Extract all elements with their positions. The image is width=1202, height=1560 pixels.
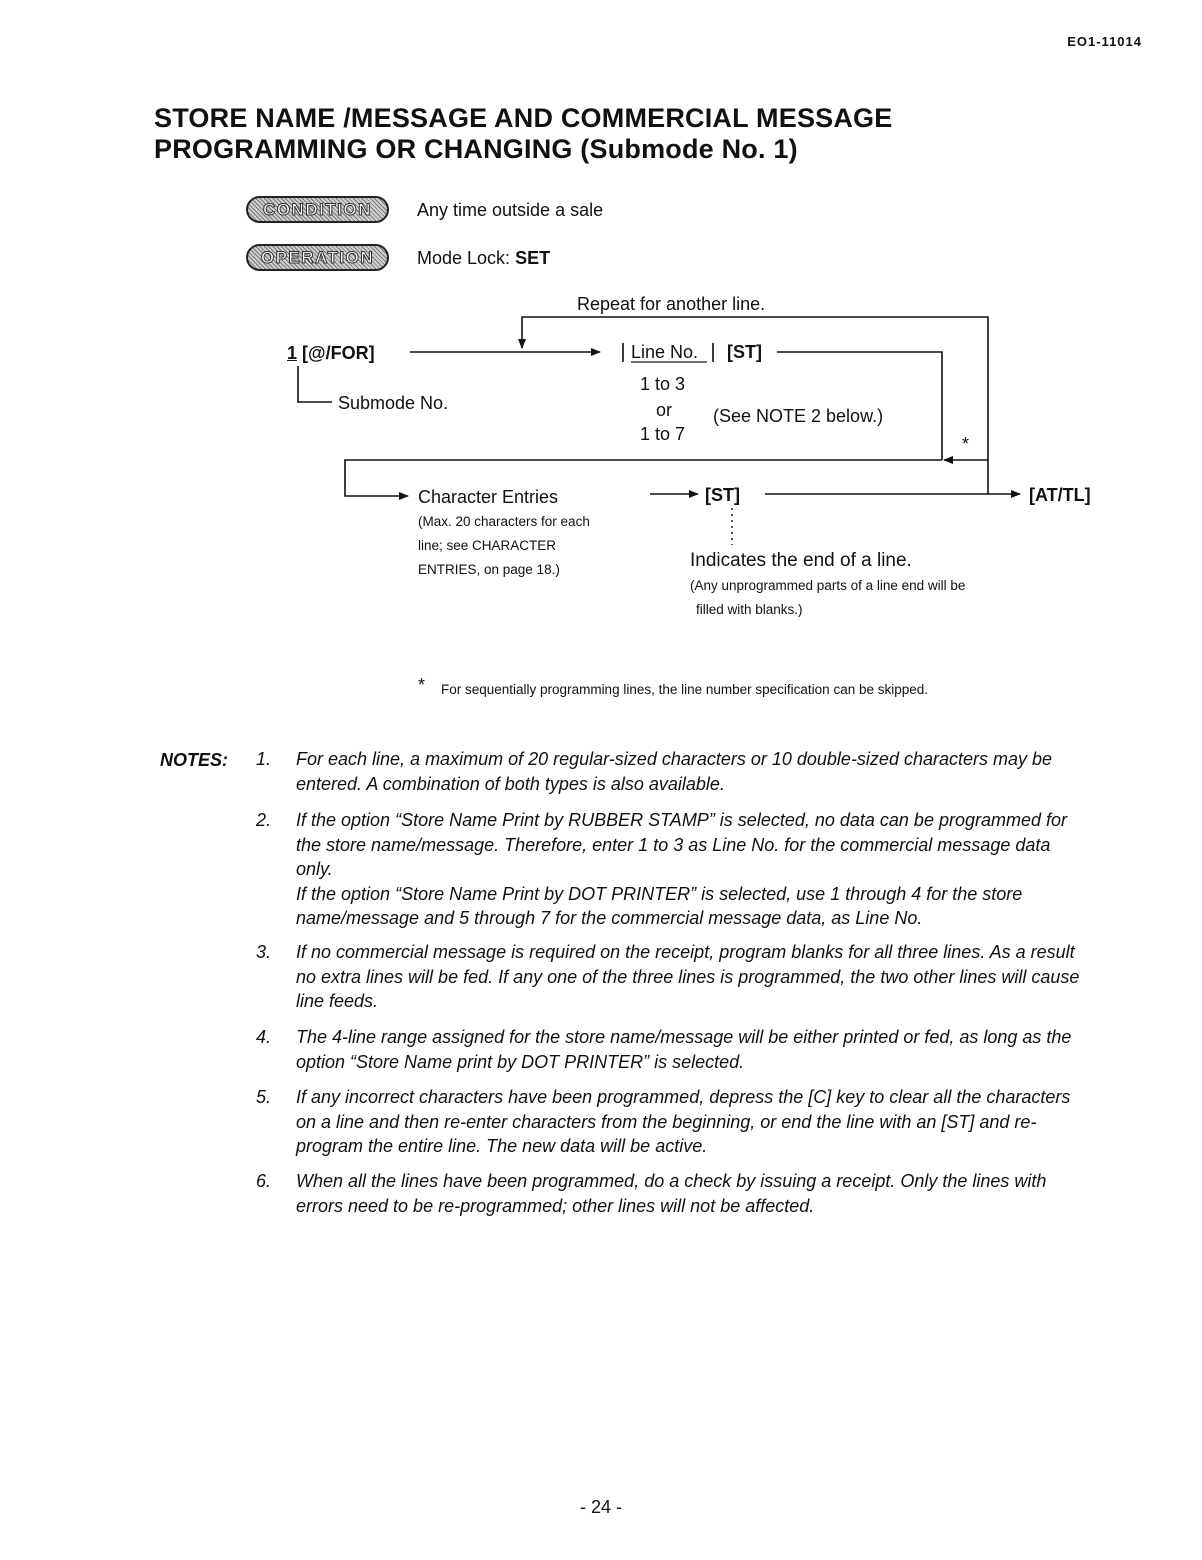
note-2-text: If the option “Store Name Print by RUBBER STAMP” is selected, no data can be programmed for the store name/message. Therefore, enter 1 to 3 as Line No. for the commercial message data only. xyxy=(296,810,1068,879)
range-or: or xyxy=(656,400,673,420)
operation-mode-value: SET xyxy=(515,248,551,268)
st-key-2: [ST] xyxy=(705,485,740,505)
footnote-text: For sequentially programming lines, the line number specification can be skipped. xyxy=(441,682,929,697)
range-1-to-3: 1 to 3 xyxy=(640,374,686,394)
condition-text: Any time outside a sale xyxy=(417,200,604,220)
submode-number: 1 xyxy=(287,343,298,363)
character-entries-note xyxy=(418,510,590,582)
note-5-text: If any incorrect characters have been programmed, depress the [C] key to clear all the characters on a line and then re-enter characters from the beginning, or end the line with an [ST] and re-program the entire line. The new data will be active. xyxy=(296,1087,1071,1156)
page-number: - 24 - xyxy=(579,1497,622,1517)
note-1-text: For each line, a maximum of 20 regular-sized characters or 10 double-sized characters may be entered. A combination of both types is also available. xyxy=(296,749,1053,794)
line-no-label: Line No. xyxy=(631,342,699,362)
submode-bracket xyxy=(298,366,332,402)
see-note-2: (See NOTE 2 below.) xyxy=(713,406,884,426)
page-title-line1: STORE NAME /MESSAGE AND COMMERCIAL MESSAGE xyxy=(154,103,893,133)
note-2-number: 2. xyxy=(256,810,272,830)
note-3 xyxy=(256,940,1086,1014)
document-id: EO1-11014 xyxy=(1067,34,1142,49)
for-key: [@/FOR] xyxy=(302,343,375,363)
note-3-text: If no commercial message is required on the receipt, program blanks for all three lines. As a result no extra lines will be fed. If any one of the three lines is programmed, the two other lines will cause line feeds. xyxy=(296,942,1080,1011)
character-note-line2: line; see CHARACTER xyxy=(418,538,557,553)
note-4-number: 4. xyxy=(256,1027,272,1047)
start-step xyxy=(287,343,375,364)
note-6-text: When all the lines have been programmed, do a check by issuing a receipt. Only the lines with errors need to be re-programmed; other lines will not be affected. xyxy=(296,1171,1047,1216)
note-5 xyxy=(256,1085,1086,1159)
page-title-line2: PROGRAMMING OR CHANGING (Submode No. 1) xyxy=(154,134,798,164)
note-1-number: 1. xyxy=(256,749,272,769)
note-6-number: 6. xyxy=(256,1171,272,1191)
asterisk-mark: * xyxy=(962,434,970,454)
character-note-line1: (Max. 20 characters for each xyxy=(418,514,590,529)
attl-key: [AT/TL] xyxy=(1029,485,1091,505)
condition-badge: CONDITION xyxy=(246,196,389,223)
operation-text-prefix: Mode Lock: xyxy=(417,248,516,268)
note-2 xyxy=(256,808,1086,931)
note-2-text-continued: If the option “Store Name Print by DOT PRINTER” is selected, use 1 through 4 for the store name/message and 5 through 7 for the commercial message data, as Line No. xyxy=(296,883,1023,928)
repeat-loop-line xyxy=(522,317,988,460)
flow-diagram xyxy=(0,0,1202,720)
footnote-mark: * xyxy=(418,675,426,695)
end-note-line2: filled with blanks.) xyxy=(696,602,803,617)
operation-badge: OPERATION xyxy=(246,244,389,271)
character-entries-label: Character Entries xyxy=(418,487,559,507)
range-1-to-7: 1 to 7 xyxy=(640,424,686,444)
submode-label: Submode No. xyxy=(338,393,449,413)
note-5-number: 5. xyxy=(256,1087,272,1107)
repeat-label: Repeat for another line. xyxy=(577,294,766,314)
end-of-line-note xyxy=(690,574,965,622)
note-4 xyxy=(256,1025,1086,1074)
end-of-line-label: Indicates the end of a line. xyxy=(690,550,912,571)
note-4-text: The 4-line range assigned for the store name/message will be either printed or fed, as long as the option “Store Name print by DOT PRINTER” is selected. xyxy=(296,1027,1072,1072)
notes-label: NOTES: xyxy=(160,750,229,770)
note-3-number: 3. xyxy=(256,942,272,962)
end-note-line1: (Any unprogrammed parts of a line end will be xyxy=(690,578,966,593)
note-1 xyxy=(256,747,1086,796)
note-6 xyxy=(256,1169,1086,1218)
st-key-1: [ST] xyxy=(727,342,762,362)
character-note-line3: ENTRIES, on page 18.) xyxy=(418,562,560,577)
